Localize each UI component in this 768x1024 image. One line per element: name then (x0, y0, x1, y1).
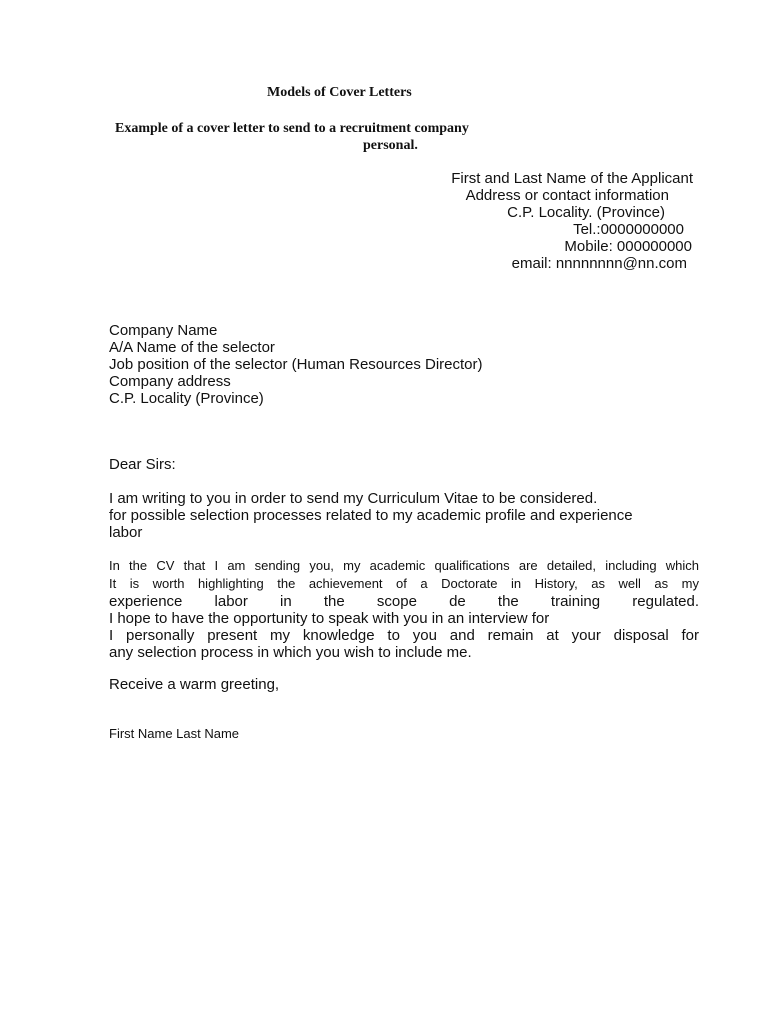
sender-tel: Tel.:0000000000 (573, 221, 684, 238)
paragraph-2-line: I hope to have the opportunity to speak with you in an interview for (109, 610, 550, 627)
recipient-locality: C.P. Locality (Province) (109, 390, 264, 407)
sender-mobile: Mobile: 000000000 (564, 238, 692, 255)
sender-locality: C.P. Locality. (Province) (507, 204, 665, 221)
salutation: Dear Sirs: (109, 456, 176, 473)
document-subtitle-line-2: personal. (363, 138, 418, 153)
paragraph-2-line: I personally present my knowledge to you and remain at your disposal for (109, 627, 699, 644)
document-subtitle-line-1: Example of a cover letter to send to a recruitment company (115, 121, 469, 136)
recipient-company: Company Name (109, 322, 218, 339)
paragraph-2-line: any selection process in which you wish to include me. (109, 644, 472, 661)
recipient-address: Company address (109, 373, 231, 390)
sender-name: First and Last Name of the Applicant (451, 170, 693, 187)
paragraph-1-line: labor (109, 524, 143, 541)
paragraph-2-line: experience labor in the scope de the training regulated. (109, 593, 699, 610)
sender-block (451, 170, 692, 272)
document-title: Models of Cover Letters (267, 85, 412, 100)
paragraph-1-line: for possible selection processes related to my academic profile and experience (109, 507, 633, 524)
recipient-position: Job position of the selector (Human Resources Director) (109, 356, 483, 373)
signature: First Name Last Name (109, 726, 240, 741)
paragraph-2-line: In the CV that I am sending you, my academic qualifications are detailed, including which (109, 558, 699, 573)
sender-address: Address or contact information (465, 187, 669, 204)
sender-email: email: nnnnnnnn@nn.com (511, 255, 687, 272)
recipient-block (109, 322, 483, 407)
paragraph-1 (109, 490, 633, 541)
paragraph-2-line: It is worth highlighting the achievement of a Doctorate in History, as well as my (109, 576, 699, 591)
closing: Receive a warm greeting, (109, 676, 280, 693)
paragraph-2 (109, 557, 699, 661)
recipient-attention: A/A Name of the selector (109, 339, 275, 356)
paragraph-1-line: I am writing to you in order to send my Curriculum Vitae to be considered. (109, 490, 598, 507)
